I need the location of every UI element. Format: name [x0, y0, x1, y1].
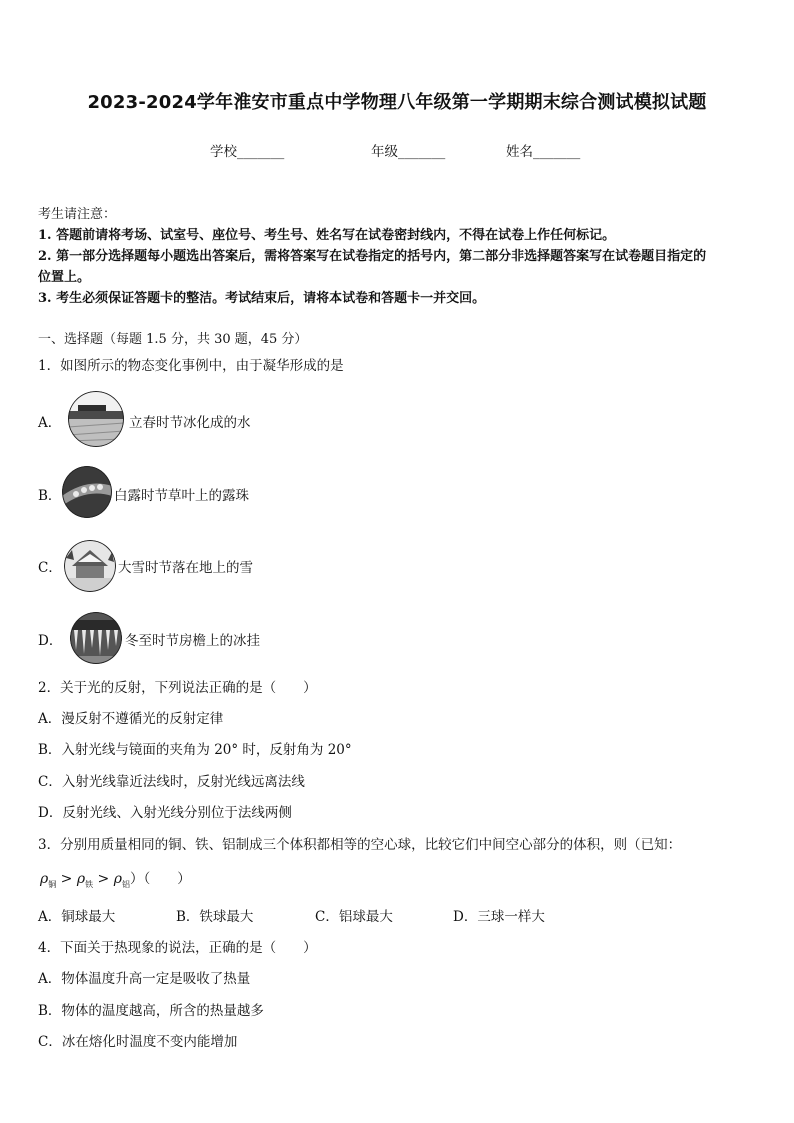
dew-leaf-photo: [62, 466, 112, 518]
rho-symbol: ρ: [40, 871, 49, 887]
page-title: 2023-2024学年淮安市重点中学物理八年级第一学期期末综合测试模拟试题: [87, 92, 707, 113]
option-c-letter: C．: [38, 560, 62, 576]
question-3-option: D．三球一样大: [453, 909, 545, 925]
option-a-text: 立春时节冰化成的水: [129, 415, 251, 431]
section-heading: 一、选择题（每题 1.5 分，共 30 题，45 分）: [38, 332, 308, 347]
formula-tail: ）（ ）: [129, 871, 191, 887]
option-d-letter: D．: [38, 633, 63, 649]
question-3-option: C．铝球最大: [315, 909, 393, 925]
option-b-letter: B．: [38, 488, 62, 504]
question-2-option: D．反射光线、入射光线分别位于法线两侧: [38, 805, 292, 821]
rho-symbol: ρ: [113, 871, 122, 887]
question-4-option: A．物体温度升高一定是吸收了热量: [38, 971, 251, 987]
notice-item: 2. 第一部分选择题每小题选出答案后，需将答案写在试卷指定的括号内，第二部分非选择题答案写在试卷题目指定的: [38, 249, 707, 264]
notice-item: 位置上。: [38, 270, 91, 285]
question-3-stem: 3．分别用质量相同的铜、铁、铝制成三个体积都相等的空心球，比较它们中间空心部分的体积，则（已知：: [38, 837, 682, 853]
question-2-stem: 2．关于光的反射，下列说法正确的是（ ）: [38, 680, 317, 696]
question-4-option: B．物体的温度越高，所含的热量越多: [38, 1003, 264, 1019]
copper-sub: 铜: [48, 879, 57, 889]
question-3-option: B．铁球最大: [176, 909, 254, 925]
grade-field: 年级_______: [371, 144, 446, 160]
question-2-option: C．入射光线靠近法线时，反射光线远离法线: [38, 774, 305, 790]
aluminum-sub: 铝: [121, 879, 130, 889]
icicle-eaves-photo: [70, 612, 122, 664]
question-2-option: B．入射光线与镜面的夹角为 20° 时，反射角为 20°: [38, 742, 352, 758]
option-d-text: 冬至时节房檐上的冰挂: [125, 633, 260, 649]
gt-symbol: >: [93, 871, 114, 887]
notice-item: 1. 答题前请将考场、试室号、座位号、考生号、姓名写在试卷密封线内，不得在试卷上作任何标记。: [38, 228, 616, 243]
gt-symbol: >: [56, 871, 77, 887]
question-4-option: C．冰在熔化时温度不变内能增加: [38, 1034, 238, 1050]
school-field: 学校_______: [210, 144, 285, 160]
rho-symbol: ρ: [76, 871, 86, 887]
question-3-option: A．铜球最大: [38, 909, 116, 925]
snow-temple-photo: [64, 540, 116, 592]
option-b-text: 白露时节草叶上的露珠: [114, 488, 249, 504]
question-4-stem: 4．下面关于热现象的说法，正确的是（ ）: [38, 940, 317, 956]
density-formula: [40, 867, 191, 890]
iron-sub: 铁: [85, 879, 94, 889]
notice-item: 3. 考生必须保证答题卡的整洁。考试结束后，请将本试卷和答题卡一并交回。: [38, 291, 486, 306]
option-c-text: 大雪时节落在地上的雪: [118, 560, 253, 576]
notice-heading: 考生请注意：: [38, 207, 117, 222]
question-2-option: A．漫反射不遵循光的反射定律: [38, 711, 224, 727]
question-1-stem: 1．如图所示的物态变化事例中，由于凝华形成的是: [38, 358, 344, 374]
spring-ice-photo: [68, 391, 124, 447]
option-a-letter: A．: [38, 415, 62, 431]
name-field: 姓名_______: [506, 144, 581, 160]
